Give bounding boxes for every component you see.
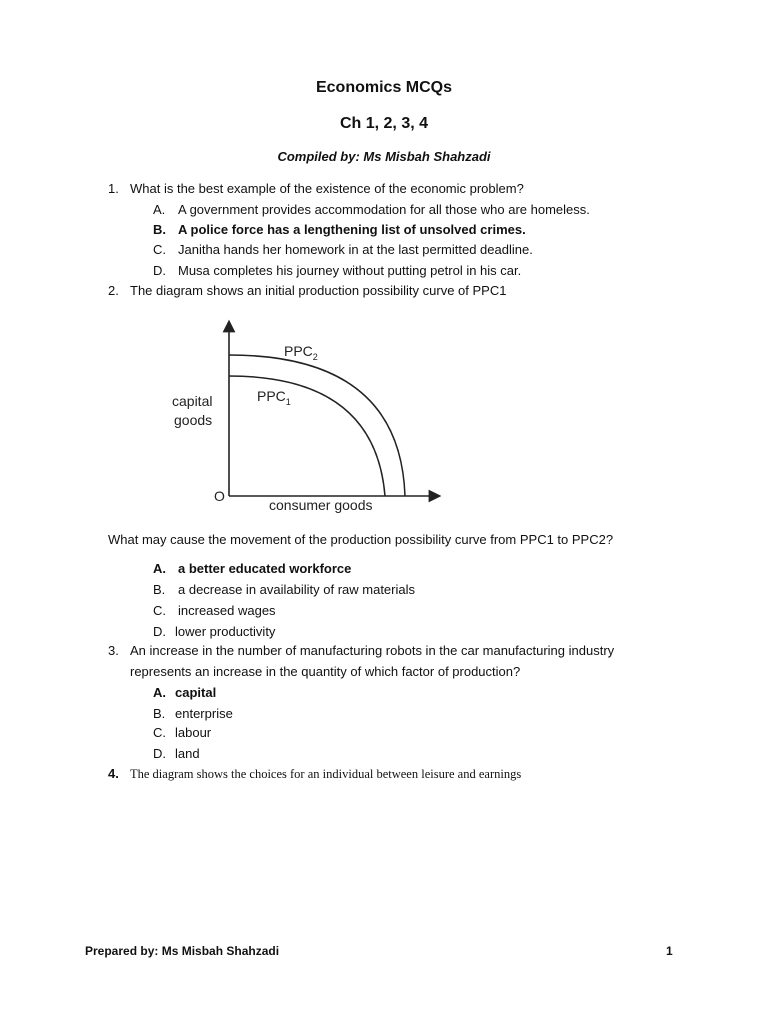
option-text: land xyxy=(175,746,200,761)
question-text: represents an increase in the quantity of which factor of production? xyxy=(130,664,521,679)
y-axis-label: goods xyxy=(174,412,213,428)
y-axis-label: capital xyxy=(172,393,213,409)
option-text: enterprise xyxy=(175,706,233,721)
question-followup: What may cause the movement of the production possibility curve from PPC1 to PPC2? xyxy=(108,532,614,547)
option-letter: C. xyxy=(153,603,166,618)
ppc1-label: $PPC_1$ xyxy=(257,388,291,407)
ppc2-label: $PPC_2$ xyxy=(284,343,318,362)
option-letter: C. xyxy=(153,242,166,257)
option-letter: C. xyxy=(153,725,166,740)
question-number: 1. xyxy=(108,181,119,196)
option-letter: D. xyxy=(153,263,166,278)
question-text: The diagram shows an initial production possibility curve of PPC1 xyxy=(130,283,507,298)
option-text: Musa completes his journey without putting petrol in his car. xyxy=(178,263,522,278)
question-text: An increase in the number of manufacturing robots in the car manufacturing industry xyxy=(130,643,615,658)
footer-prepared-by: Prepared by: Ms Misbah Shahzadi xyxy=(85,944,280,958)
option-letter-answer: A. xyxy=(153,561,166,576)
question-number: 4. xyxy=(108,766,119,781)
option-text-answer: A police force has a lengthening list of unsolved crimes. xyxy=(178,222,526,237)
option-text: increased wages xyxy=(178,603,276,618)
chapter-list: Ch 1, 2, 3, 4 xyxy=(339,115,429,132)
ppc-diagram xyxy=(165,318,445,518)
option-text: A government provides accommodation for all those who are homeless. xyxy=(178,202,590,217)
ppc2-curve xyxy=(229,355,405,496)
option-letter: A. xyxy=(153,202,166,217)
option-letter-answer: A. xyxy=(153,685,166,700)
option-letter: B. xyxy=(153,706,166,721)
origin-label: O xyxy=(214,488,225,504)
question-text: The diagram shows the choices for an individual between leisure and earnings xyxy=(130,767,522,781)
option-letter: D. xyxy=(153,624,166,639)
x-axis-label: consumer goods xyxy=(269,497,373,513)
option-text: a decrease in availability of raw materials xyxy=(178,582,415,597)
page-number: 1 xyxy=(666,944,673,958)
question-number: 2. xyxy=(108,283,119,298)
option-text: Janitha hands her homework in at the last permitted deadline. xyxy=(178,242,533,257)
question-number: 3. xyxy=(108,643,119,658)
ppc1-curve xyxy=(229,376,385,496)
option-letter-answer: B. xyxy=(153,222,166,237)
option-text-answer: capital xyxy=(175,685,217,700)
question-text: What is the best example of the existence of the economic problem? xyxy=(130,181,524,196)
option-letter: D. xyxy=(153,746,166,761)
option-text: labour xyxy=(175,725,212,740)
option-letter: B. xyxy=(153,582,166,597)
document-title: Economics MCQs xyxy=(315,79,453,96)
option-text-answer: a better educated workforce xyxy=(178,561,352,576)
compiled-by: Compiled by: Ms Misbah Shahzadi xyxy=(277,149,491,164)
option-text: lower productivity xyxy=(175,624,276,639)
